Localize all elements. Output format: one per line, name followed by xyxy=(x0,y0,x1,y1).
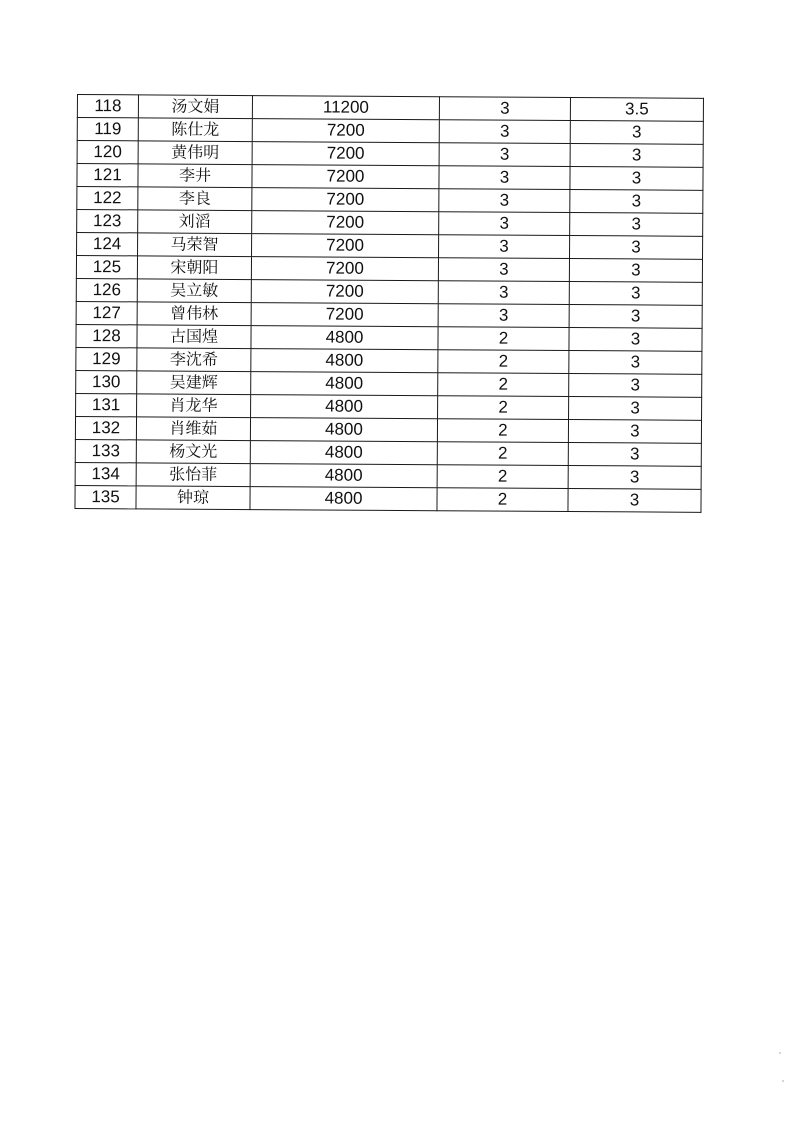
name-cell: 吴立敏 xyxy=(137,279,251,303)
table-row xyxy=(77,95,703,122)
serial-number-cell: 124 xyxy=(77,233,138,256)
serial-number-cell: 131 xyxy=(76,393,137,416)
name-cell: 杨文光 xyxy=(136,440,250,464)
value-b-cell: 3 xyxy=(570,213,703,237)
value-b-cell: 3 xyxy=(570,236,703,260)
value-a-cell: 2 xyxy=(437,442,568,466)
value-a-cell: 3 xyxy=(439,97,570,121)
value-a-cell: 3 xyxy=(438,258,569,282)
serial-number-cell: 132 xyxy=(75,416,136,439)
name-cell: 肖维茹 xyxy=(136,417,250,441)
value-b-cell: 3 xyxy=(570,121,703,145)
value-b-cell: 3 xyxy=(568,466,701,490)
value-a-cell: 2 xyxy=(437,488,568,512)
name-cell: 张怡菲 xyxy=(136,463,250,487)
name-cell: 肖龙华 xyxy=(137,394,251,418)
value-b-cell: 3 xyxy=(568,443,701,467)
value-a-cell: 2 xyxy=(438,396,569,420)
serial-number-cell: 125 xyxy=(76,256,137,279)
value-b-cell: 3 xyxy=(569,397,702,421)
table-row xyxy=(76,278,702,305)
table-row xyxy=(77,141,703,168)
amount-cell: 7200 xyxy=(251,280,438,304)
serial-number-cell: 122 xyxy=(77,187,138,210)
value-a-cell: 2 xyxy=(437,465,568,489)
name-cell: 李沈希 xyxy=(137,348,251,372)
amount-cell: 7200 xyxy=(252,211,439,235)
amount-cell: 7200 xyxy=(251,257,438,281)
value-b-cell: 3 xyxy=(569,374,702,398)
table-body xyxy=(75,95,704,513)
value-a-cell: 3 xyxy=(439,235,570,259)
table-row xyxy=(76,347,702,374)
serial-number-cell: 126 xyxy=(76,278,137,301)
amount-cell: 4800 xyxy=(251,326,438,350)
name-cell: 黄伟明 xyxy=(138,141,252,165)
value-a-cell: 3 xyxy=(439,189,570,213)
value-b-cell: 3 xyxy=(568,489,701,513)
table-row xyxy=(76,301,702,328)
amount-cell: 11200 xyxy=(252,96,439,120)
amount-cell: 4800 xyxy=(251,349,438,373)
value-a-cell: 3 xyxy=(438,281,569,305)
table-row xyxy=(76,370,702,397)
amount-cell: 7200 xyxy=(251,303,438,327)
table-row xyxy=(75,485,701,512)
serial-number-cell: 127 xyxy=(76,301,137,324)
serial-number-cell: 128 xyxy=(76,324,137,347)
amount-cell: 4800 xyxy=(250,441,437,465)
table-row xyxy=(76,393,702,420)
serial-number-cell: 120 xyxy=(77,141,138,164)
value-a-cell: 2 xyxy=(438,327,569,351)
name-cell: 李良 xyxy=(138,187,252,211)
amount-cell: 7200 xyxy=(252,234,439,258)
name-cell: 曾伟林 xyxy=(137,302,251,326)
value-a-cell: 2 xyxy=(438,373,569,397)
name-cell: 汤文娟 xyxy=(138,95,252,119)
amount-cell: 4800 xyxy=(250,487,437,511)
amount-cell: 4800 xyxy=(251,372,438,396)
serial-number-cell: 134 xyxy=(75,462,136,485)
table-row xyxy=(76,256,702,283)
serial-number-cell: 133 xyxy=(75,439,136,462)
serial-number-cell: 129 xyxy=(76,347,137,370)
amount-cell: 4800 xyxy=(251,395,438,419)
table-row xyxy=(77,118,703,145)
name-cell: 宋朝阳 xyxy=(137,256,251,280)
name-cell: 李井 xyxy=(138,164,252,188)
serial-number-cell: 119 xyxy=(77,118,138,141)
value-b-cell: 3 xyxy=(569,282,702,306)
table-row xyxy=(75,462,701,489)
value-b-cell: 3 xyxy=(569,328,702,352)
amount-cell: 4800 xyxy=(250,464,437,488)
amount-cell: 4800 xyxy=(250,418,437,442)
serial-number-cell: 121 xyxy=(77,164,138,187)
value-a-cell: 3 xyxy=(439,166,570,190)
value-b-cell: 3 xyxy=(570,167,703,191)
value-b-cell: 3 xyxy=(569,305,702,329)
value-a-cell: 3 xyxy=(438,304,569,328)
value-a-cell: 3 xyxy=(439,143,570,167)
name-cell: 陈仕龙 xyxy=(138,118,252,142)
value-a-cell: 3 xyxy=(439,212,570,236)
data-table xyxy=(74,94,704,513)
name-cell: 钟琼 xyxy=(136,486,250,510)
name-cell: 刘滔 xyxy=(138,210,252,234)
amount-cell: 7200 xyxy=(252,119,439,143)
name-cell: 吴建辉 xyxy=(137,371,251,395)
amount-cell: 7200 xyxy=(252,165,439,189)
value-a-cell: 2 xyxy=(437,419,568,443)
value-a-cell: 3 xyxy=(439,120,570,144)
table-row xyxy=(75,416,701,443)
serial-number-cell: 123 xyxy=(77,210,138,233)
value-a-cell: 2 xyxy=(438,350,569,374)
table-row xyxy=(75,439,701,466)
serial-number-cell: 135 xyxy=(75,485,136,508)
name-cell: 马荣智 xyxy=(138,233,252,257)
table-row xyxy=(77,233,703,260)
value-b-cell: 3 xyxy=(570,190,703,214)
value-b-cell: 3 xyxy=(569,351,702,375)
value-b-cell: 3.5 xyxy=(570,98,703,122)
value-b-cell: 3 xyxy=(569,259,702,283)
scan-speck xyxy=(782,1080,784,1082)
value-b-cell: 3 xyxy=(568,420,701,444)
table-row xyxy=(76,324,702,351)
amount-cell: 7200 xyxy=(252,188,439,212)
value-b-cell: 3 xyxy=(570,144,703,168)
serial-number-cell: 130 xyxy=(76,370,137,393)
scan-speck xyxy=(779,1052,781,1054)
name-cell: 古国煌 xyxy=(137,325,251,349)
serial-number-cell: 118 xyxy=(77,95,138,118)
amount-cell: 7200 xyxy=(252,142,439,166)
